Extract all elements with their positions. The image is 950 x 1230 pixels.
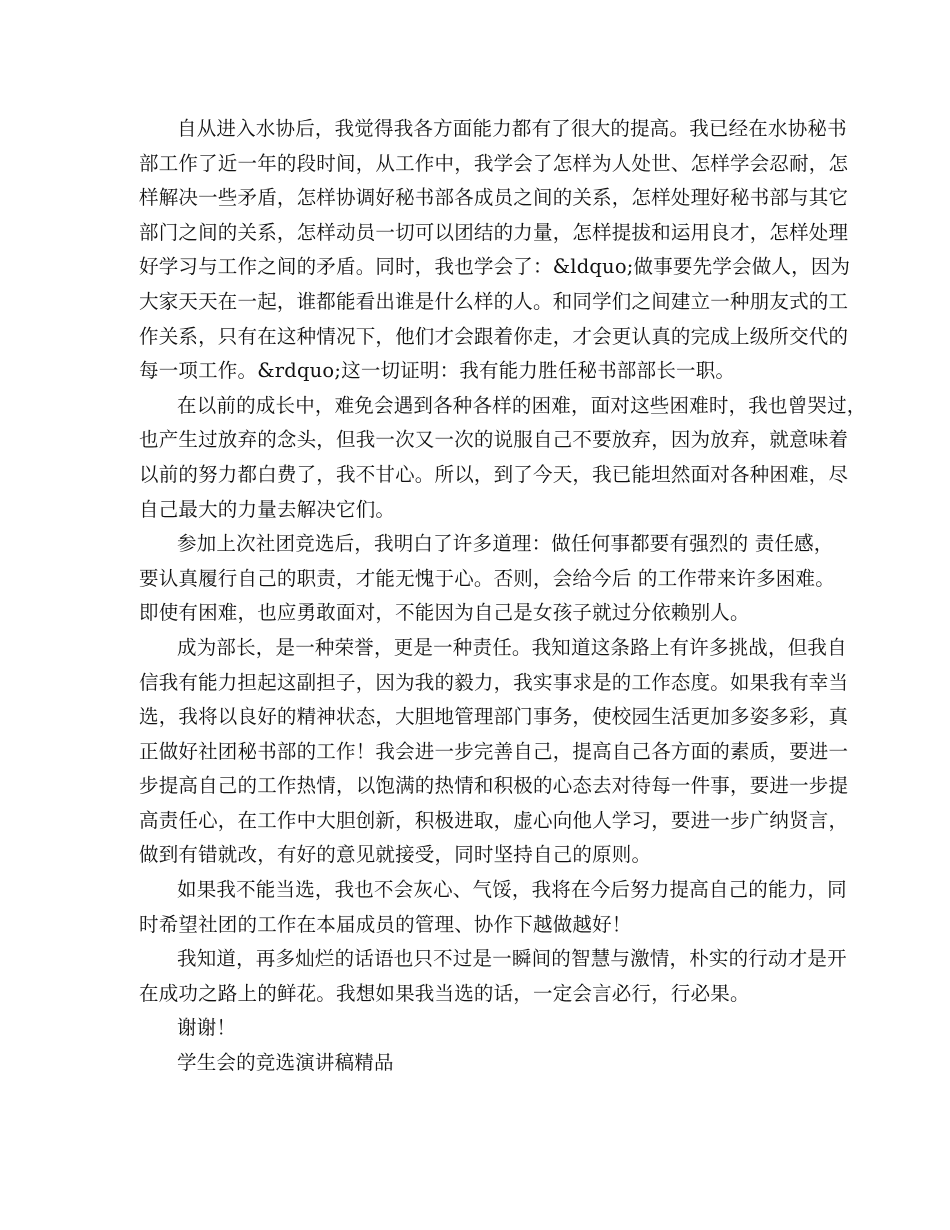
paragraph-6 <box>139 942 847 1011</box>
paragraph-line: 样解决一些矛盾，怎样协调好秘书部各成员之间的关系，怎样处理好秘书部与其它 <box>139 186 849 210</box>
paragraph-2 <box>139 389 867 527</box>
paragraph-line: 在成功之路上的鲜花。我想如果我当选的话，一定会言必行，行必果。 <box>139 981 750 1005</box>
section-title: 学生会的竞选演讲稿精品 <box>177 1051 394 1075</box>
paragraph-line: 每一项工作。&rdquo;这一切证明：我有能力胜任秘书部部长一职。 <box>139 359 736 383</box>
paragraph-line: 选，我将以良好的精神状态，大胆地管理部门事务，使校园生活更加多姿多彩，真 <box>139 705 849 729</box>
paragraph-line: 好学习与工作之间的矛盾。同时，我也学会了：&ldquo;做事要先学会做人，因为 <box>139 255 851 279</box>
paragraph-line: 要认真履行自己的职责，才能无愧于心。否则，会给今后 的工作带来许多困难。 <box>139 566 835 590</box>
paragraph-line: 我知道，再多灿烂的话语也只不过是一瞬间的智慧与激情，朴实的行动才是开 <box>177 947 847 971</box>
paragraph-line: 即使有困难，也应勇敢面对，不能因为自己是女孩子就过分依赖别人。 <box>139 601 750 625</box>
paragraph-line: 也产生过放弃的念头，但我一次又一次的说服自己不要放弃，因为放弃，就意味着 <box>139 428 849 452</box>
paragraph-line: 作关系，只有在这种情况下，他们才会跟着你走，才会更认真的完成上级所交代的 <box>139 324 849 348</box>
paragraph-3 <box>139 527 835 631</box>
paragraph-line: 步提高自己的工作热情，以饱满的热情和积极的心态去对待每一件事，要进一步提 <box>139 774 849 798</box>
paragraph-line: 谢谢！ <box>177 1016 237 1040</box>
paragraph-1 <box>139 112 851 389</box>
paragraph-line: 正做好社团秘书部的工作！我会进一步完善自己，提高自己各方面的素质，要进一 <box>139 739 849 763</box>
paragraph-line: 在以前的成长中，难免会遇到各种各样的困难，面对这些困难时，我也曾哭过， <box>177 393 867 417</box>
paragraph-5 <box>139 873 847 942</box>
paragraph-line: 以前的努力都白费了，我不甘心。所以，到了今天，我已能坦然面对各种困难，尽 <box>139 462 849 486</box>
paragraph-line: 成为部长，是一种荣誉，更是一种责任。我知道这条路上有许多挑战，但我自 <box>177 635 847 659</box>
paragraph-line: 自己最大的力量去解决它们。 <box>139 497 396 521</box>
paragraph-4 <box>139 631 849 873</box>
paragraph-line: 时希望社团的工作在本届成员的管理、协作下越做越好！ <box>139 912 632 936</box>
paragraph-line: 自从进入水协后，我觉得我各方面能力都有了很大的提高。我已经在水协秘书 <box>177 117 847 140</box>
paragraph-thanks <box>139 1011 822 1046</box>
document-body <box>139 112 867 1081</box>
paragraph-line: 高责任心，在工作中大胆创新，积极进取，虚心向他人学习，要进一步广纳贤言， <box>139 808 849 832</box>
paragraph-line: 大家天天在一起，谁都能看出谁是什么样的人。和同学们之间建立一种朋友式的工 <box>139 289 849 313</box>
paragraph-heading <box>139 1046 822 1081</box>
paragraph-line: 部工作了近一年的段时间，从工作中，我学会了怎样为人处世、怎样学会忍耐，怎 <box>139 151 849 175</box>
paragraph-line: 参加上次社团竞选后，我明白了许多道理：做任何事都要有强烈的 责任感， <box>177 532 834 556</box>
paragraph-line: 信我有能力担起这副担子，因为我的毅力，我实事求是的工作态度。如果我有幸当 <box>139 670 849 694</box>
paragraph-line: 做到有错就改，有好的意见就接受，同时坚持自己的原则。 <box>139 843 652 867</box>
paragraph-line: 如果我不能当选，我也不会灰心、气馁，我将在今后努力提高自己的能力，同 <box>177 878 847 902</box>
paragraph-line: 部门之间的关系，怎样动员一切可以团结的力量，怎样提拔和运用良才，怎样处理 <box>139 220 849 244</box>
